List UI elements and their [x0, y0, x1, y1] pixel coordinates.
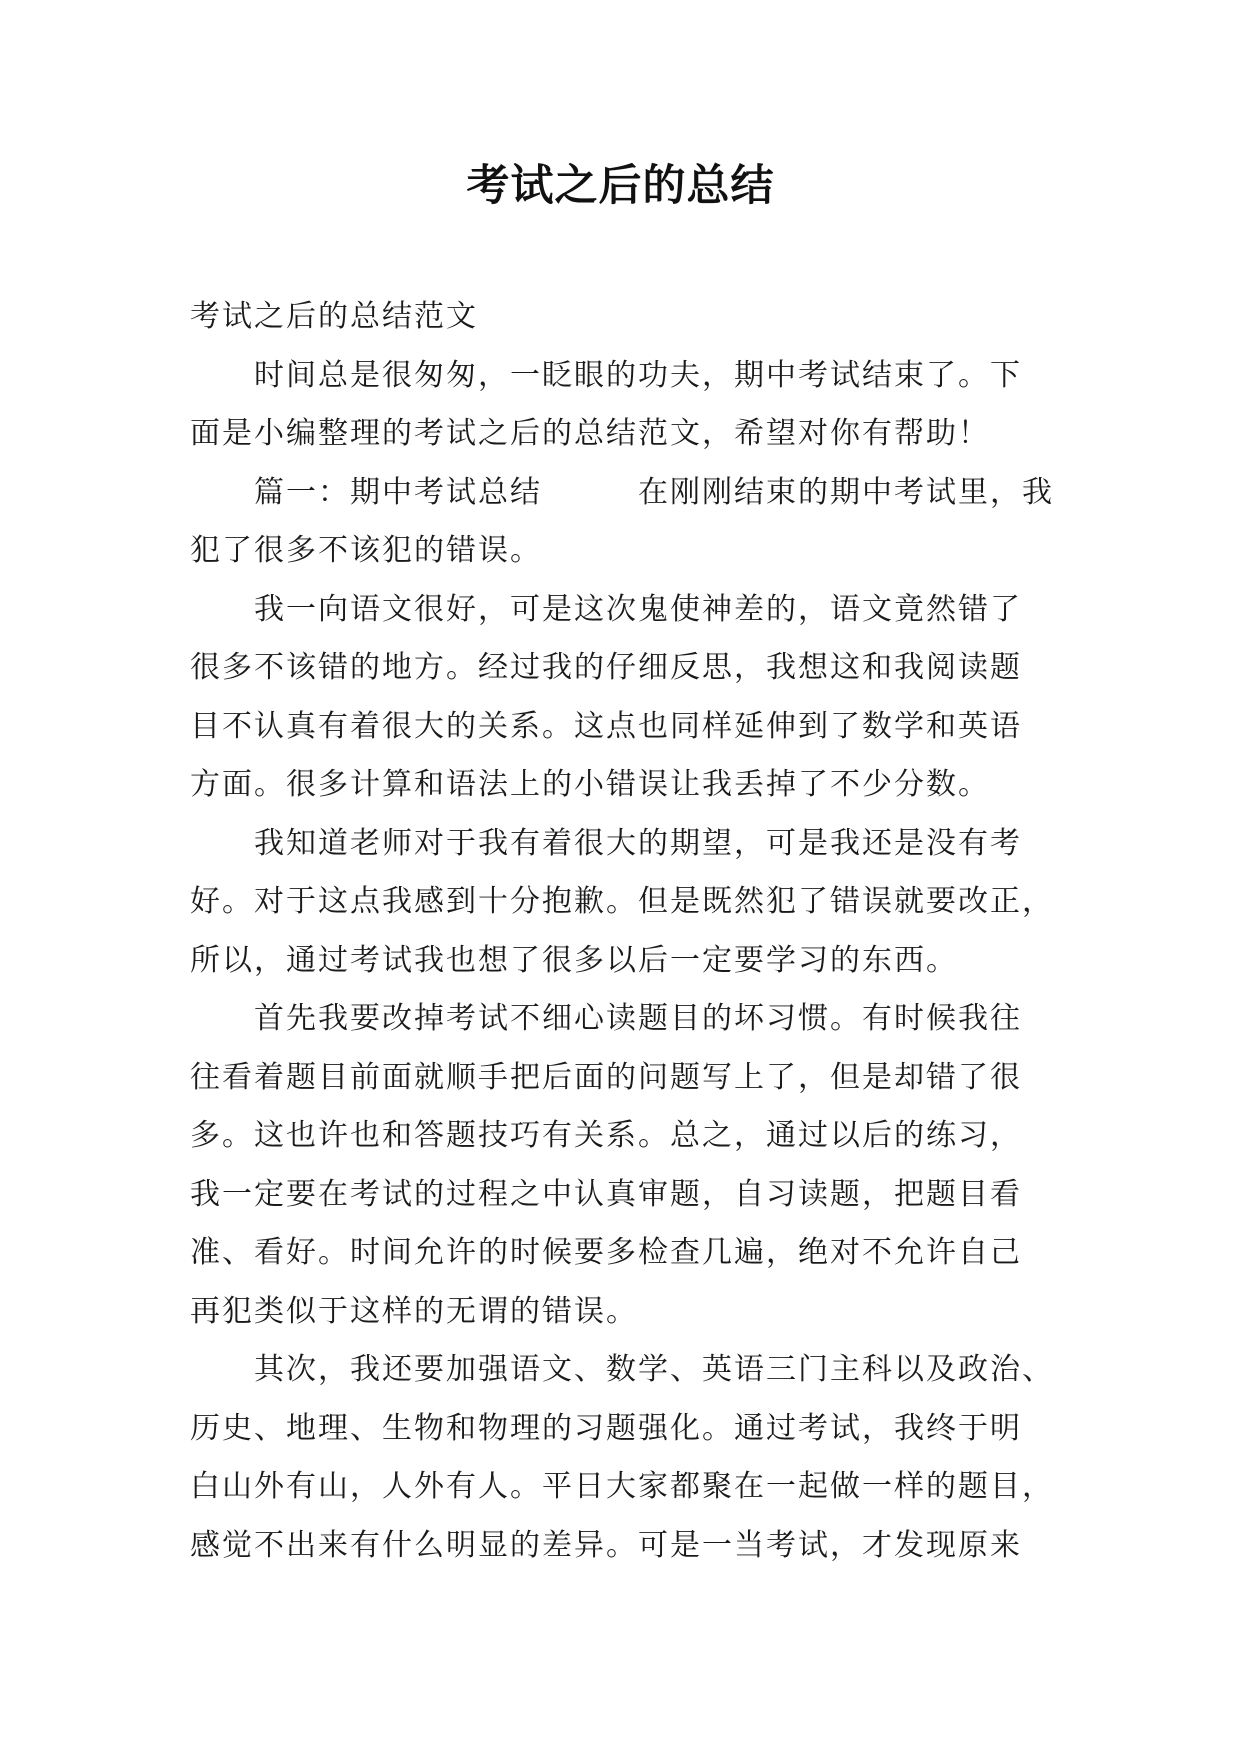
- text-line: 目不认真有着很大的关系。这点也同样延伸到了数学和英语: [190, 708, 1022, 744]
- text-line: 准、看好。时间允许的时候要多检查几遍，绝对不允许自己: [190, 1235, 1022, 1270]
- text-line: 白山外有山，人外有人。平日大家都聚在一起做一样的题目，: [190, 1469, 1054, 1504]
- text-line: 感觉不出来有什么明显的差异。可是一当考试，才发现原来: [190, 1527, 1022, 1563]
- text-line: 方面。很多计算和语法上的小错误让我丢掉了不少分数。: [190, 767, 990, 802]
- text-line: 首先我要改掉考试不细心读题目的坏习惯。有时候我往: [254, 1001, 1022, 1036]
- paragraph-first-improvement: [190, 990, 1058, 1341]
- page-title: 考试之后的总结: [466, 161, 775, 211]
- paragraph-section-one: [190, 464, 1058, 581]
- text-line: 我知道老师对于我有着很大的期望，可是我还是没有考: [254, 825, 1022, 861]
- text-line: 再犯类似于这样的无谓的错误。: [190, 1293, 638, 1329]
- text-line: 好。对于这点我感到十分抱歉。但是既然犯了错误就要改正，: [190, 884, 1054, 919]
- document-body: [190, 288, 1058, 1575]
- text-line: 面是小编整理的考试之后的总结范文，希望对你有帮助！: [190, 416, 990, 451]
- paragraph-subtitle: [190, 288, 1058, 347]
- text-line: 历史、地理、生物和物理的习题强化。通过考试，我终于明: [190, 1410, 1022, 1446]
- text-line: 我一向语文很好，可是这次鬼使神差的，语文竟然错了: [254, 591, 1022, 627]
- text-line: 其次，我还要加强语文、数学、英语三门主科以及政治、: [254, 1352, 1054, 1387]
- text-line: 往看着题目前面就顺手把后面的问题写上了，但是却错了很: [190, 1059, 1022, 1095]
- text-line: 考试之后的总结范文: [190, 299, 478, 334]
- paragraph-second-improvement: [190, 1341, 1058, 1575]
- paragraph-intro: [190, 347, 1058, 464]
- text-line: 犯了很多不该犯的错误。: [190, 533, 542, 568]
- text-line: 很多不该错的地方。经过我的仔细反思，我想这和我阅读题: [190, 650, 1022, 685]
- paragraph-teacher-expectation: [190, 815, 1058, 991]
- text-line: 我一定要在考试的过程之中认真审题，自习读题，把题目看: [190, 1176, 1022, 1212]
- text-line: 多。这也许也和答题技巧有关系。总之，通过以后的练习，: [190, 1118, 1022, 1153]
- paragraph-chinese-subject: [190, 581, 1058, 815]
- text-line: 时间总是很匆匆，一眨眼的功夫，期中考试结束了。下: [254, 357, 1022, 393]
- text-line: 篇一：期中考试总结 在刚刚结束的期中考试里，我: [254, 474, 1054, 510]
- text-line: 所以，通过考试我也想了很多以后一定要学习的东西。: [190, 942, 958, 978]
